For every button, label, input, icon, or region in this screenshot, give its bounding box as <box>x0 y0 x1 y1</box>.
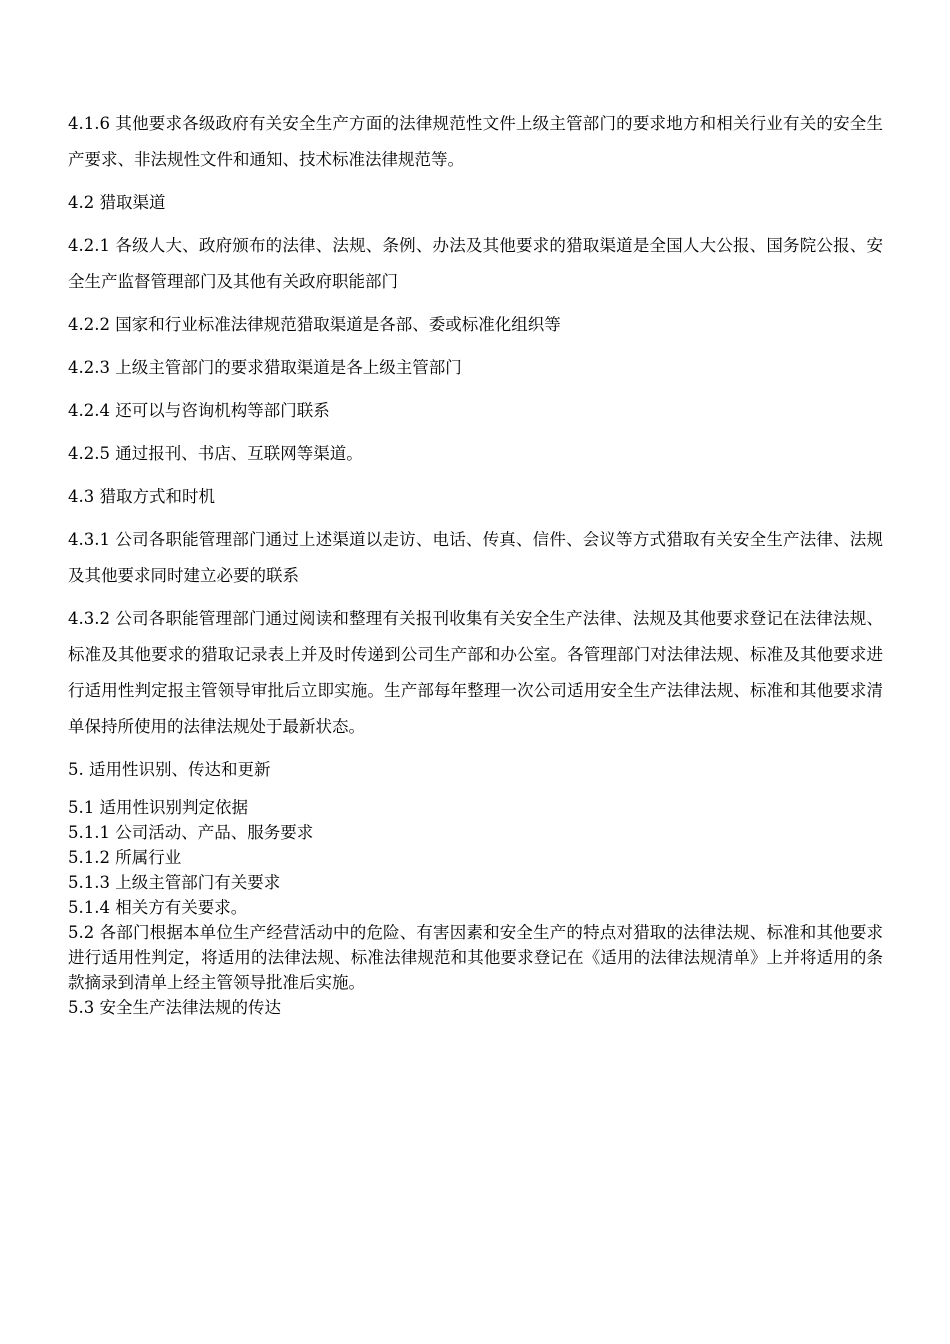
paragraph-4-3-2: 4.3.2 公司各职能管理部门通过阅读和整理有关报刊收集有关安全生产法律、法规及其他要求登记在法律法规、标准及其他要求的猎取记录表上并及时传递到公司生产部和办公室。各管理部门对法律法规、标准及其他要求进行适用性判定报主管领导审批后立即实施。生产部每年整理一次公司适用安全生产法律法规、标准和其他要求清单保持所使用的法律法规处于最新状态。 <box>68 609 883 736</box>
paragraph-5-1-4: 5.1.4 相关方有关要求。 <box>68 898 248 917</box>
paragraph-4-2-1: 4.2.1 各级人大、政府颁布的法律、法规、条例、办法及其他要求的猎取渠道是全国人大公报、国务院公报、安全生产监督管理部门及其他有关政府职能部门 <box>68 236 883 291</box>
heading-5-3: 5.3 安全生产法律法规的传达 <box>68 998 281 1017</box>
document-page <box>68 106 883 1020</box>
paragraph-4-2-3: 4.2.3 上级主管部门的要求猎取渠道是各上级主管部门 <box>68 358 462 377</box>
paragraph-4-2-5: 4.2.5 通过报刊、书店、互联网等渠道。 <box>68 444 363 463</box>
heading-4-2: 4.2 猎取渠道 <box>68 193 166 212</box>
paragraph-5-1-3: 5.1.3 上级主管部门有关要求 <box>68 873 281 892</box>
paragraph-4-2-4: 4.2.4 还可以与咨询机构等部门联系 <box>68 401 330 420</box>
paragraph-4-2-2: 4.2.2 国家和行业标准法律规范猎取渠道是各部、委或标准化组织等 <box>68 315 561 334</box>
paragraph-5-1-2: 5.1.2 所属行业 <box>68 848 182 867</box>
heading-5: 5. 适用性识别、传达和更新 <box>68 760 271 779</box>
heading-5-1: 5.1 适用性识别判定依据 <box>68 798 248 817</box>
heading-4-3: 4.3 猎取方式和时机 <box>68 487 215 506</box>
paragraph-5-1-1: 5.1.1 公司活动、产品、服务要求 <box>68 823 314 842</box>
paragraph-4-3-1: 4.3.1 公司各职能管理部门通过上述渠道以走访、电话、传真、信件、会议等方式猎取有关安全生产法律、法规及其他要求同时建立必要的联系 <box>68 530 883 585</box>
paragraph-5-2: 5.2 各部门根据本单位生产经营活动中的危险、有害因素和安全生产的特点对猎取的法律法规、标准和其他要求进行适用性判定，将适用的法律法规、标准法律规范和其他要求登记在《适用的法律法规清单》上并将适用的条款摘录到清单上经主管领导批准后实施。 <box>68 923 883 992</box>
paragraph-4-1-6: 4.1.6 其他要求各级政府有关安全生产方面的法律规范性文件上级主管部门的要求地方和相关行业有关的安全生产要求、非法规性文件和通知、技术标准法律规范等。 <box>68 114 883 169</box>
